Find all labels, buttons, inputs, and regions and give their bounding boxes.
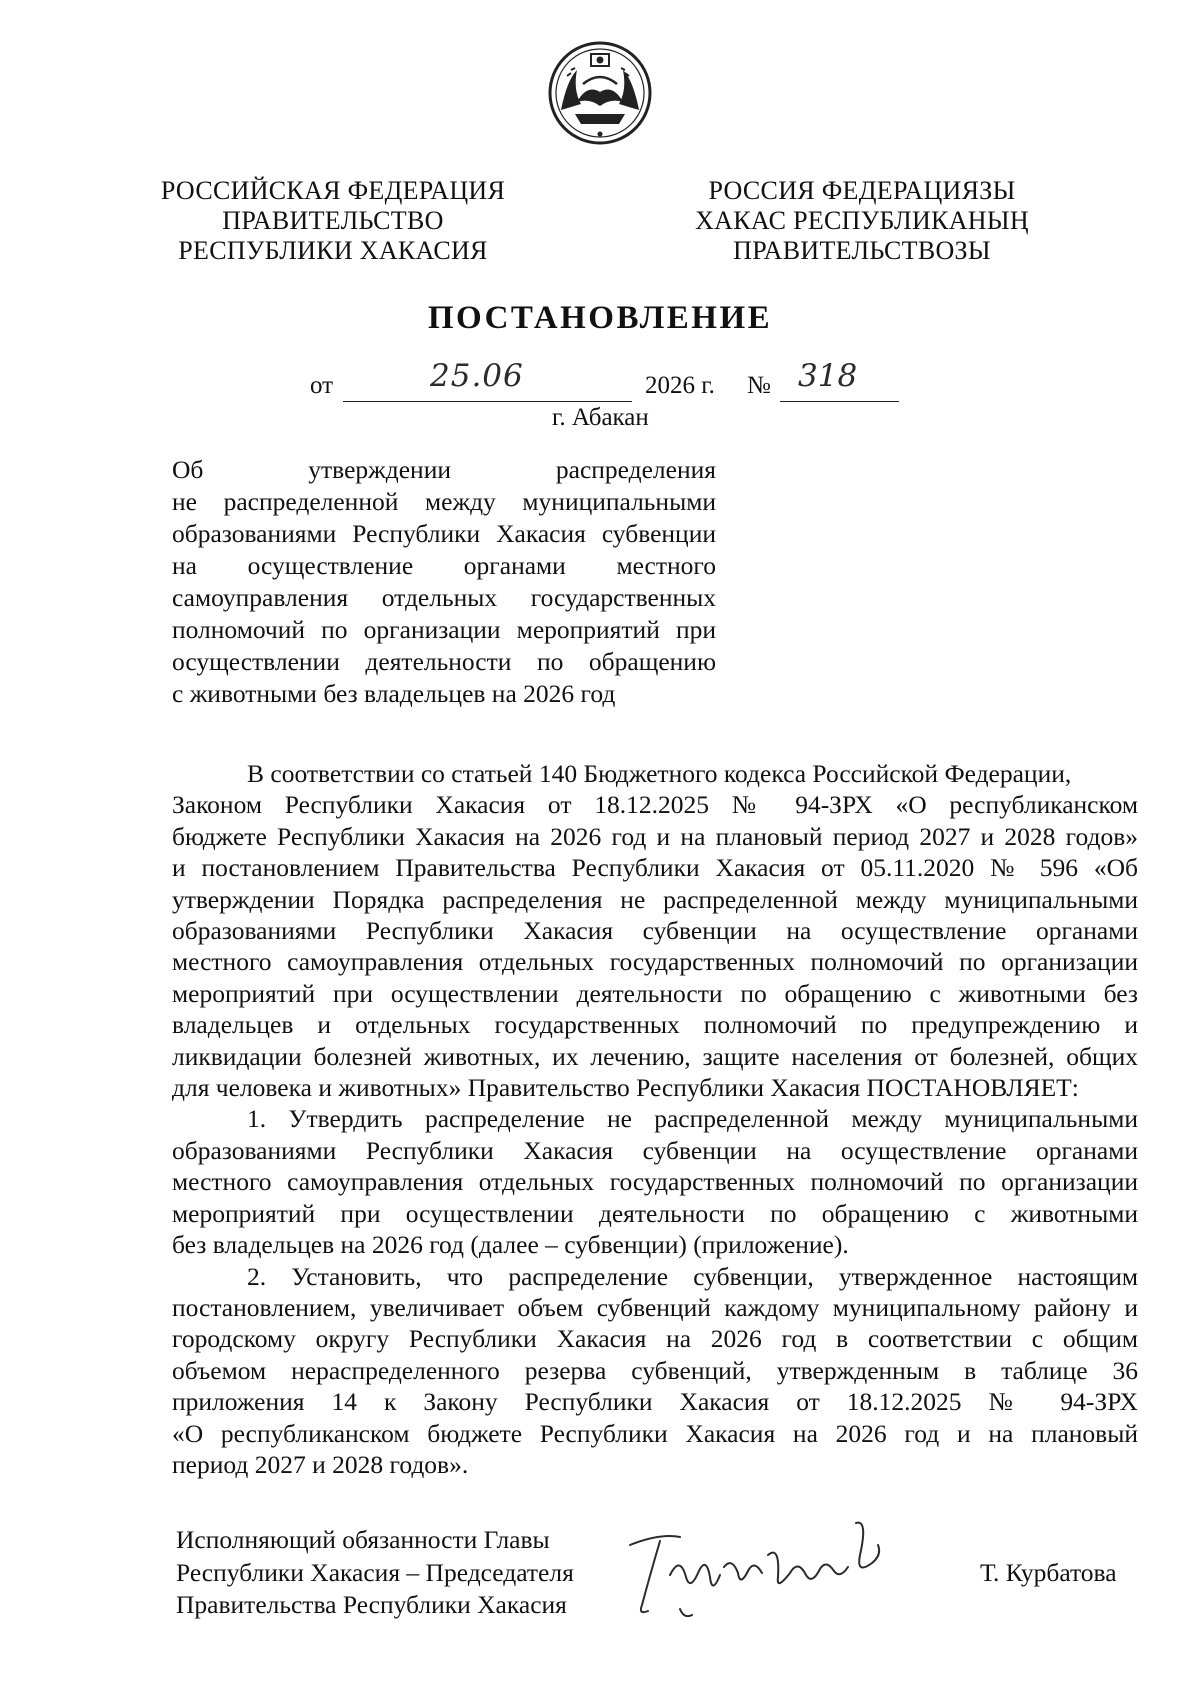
position-line: Республики Хакасия – Председателя — [176, 1557, 574, 1587]
header-right-khakas — [622, 176, 1102, 266]
header-left-line: РЕСПУБЛИКИ ХАКАСИЯ — [178, 236, 488, 265]
date-prefix: от — [310, 372, 334, 399]
body-line: бюджете Республики Хакасия на 2026 год и на плановый период 2027 и 2028 годов» — [172, 821, 1138, 851]
subject-line: не распределенной между муниципальными — [172, 487, 716, 516]
body-line: образованиями Республики Хакасия субвенции на осуществление органами — [172, 1135, 1138, 1165]
number-sign: № — [747, 372, 771, 399]
subject-line: образованиями Республики Хакасия субвенции — [172, 519, 716, 548]
subject-line: самоуправления отдельных государственных — [172, 583, 716, 612]
body-line: местного самоуправления отдельных государственных полномочий по организации — [172, 947, 1138, 977]
body-line: без владельцев на 2026 год (далее – субвенции) (приложение). — [172, 1230, 849, 1260]
signatory-position — [176, 1524, 574, 1622]
body-line: В соответствии со статьей 140 Бюджетного кодекса Российской Федерации, — [247, 759, 1072, 788]
body-line: местного самоуправления отдельных государственных полномочий по организации — [172, 1167, 1138, 1197]
subject-line: с животными без владельцев на 2026 год — [172, 679, 616, 708]
document-title: ПОСТАНОВЛЕНИЕ — [427, 300, 773, 336]
subject-line: Об утверждении распределения — [172, 455, 716, 484]
subject-block — [172, 454, 716, 710]
date-underline — [343, 401, 632, 402]
subject-line: осуществлении деятельности по обращению — [172, 647, 716, 676]
position-line: Исполняющий обязанности Главы — [176, 1525, 550, 1554]
number-underline — [780, 401, 899, 402]
body-line: и постановлением Правительства Республики Хакасия от 05.11.2020 № 596 «Об — [172, 853, 1138, 883]
coat-of-arms-emblem — [547, 40, 653, 146]
body-line: городскому округу Республики Хакасия на 2026 год в соответствии с общим — [172, 1324, 1138, 1354]
header-left-russian — [93, 176, 573, 266]
body-line: 2. Установить, что распределение субвенции, утвержденное настоящим — [247, 1261, 1138, 1291]
body-line: образованиями Республики Хакасия субвенции на осуществление органами — [172, 916, 1138, 946]
body-line: ликвидации болезней животных, их лечению, защите населения от болезней, общих — [172, 1041, 1138, 1071]
body-line: для человека и животных» Правительство Республики Хакасия ПОСТАНОВЛЯЕТ: — [172, 1073, 1079, 1103]
body-line: владельцев и отдельных государственных полномочий по предупреждению и — [172, 1010, 1138, 1040]
body-line: 1. Утвердить распределение не распределенной между муниципальными — [247, 1104, 1138, 1134]
paragraph-preamble — [172, 758, 1138, 1103]
paragraph-item-1 — [172, 1103, 1138, 1260]
header-right-line: ХАКАС РЕСПУБЛИКАНЫҢ — [695, 206, 1029, 235]
body-line: объемом нераспределенного резерва субвенций, утвержденным в таблице 36 — [172, 1355, 1138, 1385]
body-line: «О республиканском бюджете Республики Хакасия на 2026 год и на плановый — [172, 1418, 1138, 1448]
body-line: постановлением, увеличивает объем субвенций каждому муниципальному району и — [172, 1292, 1138, 1322]
handwritten-number: 318 — [798, 358, 858, 394]
body-line: Законом Республики Хакасия от 18.12.2025 № 94-ЗРХ «О республиканском — [172, 790, 1138, 820]
header-left-line: ПРАВИТЕЛЬСТВО — [222, 206, 444, 235]
paragraph-item-2 — [172, 1261, 1138, 1481]
position-line: Правительства Республики Хакасия — [176, 1590, 567, 1619]
header-left-line: РОССИЙСКАЯ ФЕДЕРАЦИЯ — [160, 176, 506, 205]
year-label: 2026 г. — [645, 372, 715, 399]
header-right-line: ПРАВИТЕЛЬСТВОЗЫ — [733, 236, 991, 265]
header-right-line: РОССИЯ ФЕДЕРАЦИЯЗЫ — [708, 176, 1016, 205]
document-body — [172, 758, 1138, 1480]
body-line: приложения 14 к Закону Республики Хакасия от 18.12.2025 № 94-ЗРХ — [172, 1387, 1138, 1417]
body-line: мероприятий при осуществлении деятельности по обращению с животными — [172, 1198, 1138, 1228]
body-line: мероприятий при осуществлении деятельности по обращению с животными без — [172, 978, 1138, 1008]
subject-line: на осуществление органами местного — [172, 551, 716, 580]
handwritten-date: 25.06 — [430, 358, 524, 394]
handwritten-signature — [620, 1515, 910, 1625]
subject-line: полномочий по организации мероприятий при — [172, 615, 716, 644]
body-line: утверждении Порядка распределения не распределенной между муниципальными — [172, 884, 1138, 914]
signatory-name: Т. Курбатова — [980, 1558, 1117, 1587]
city-label: г. Абакан — [552, 404, 649, 431]
body-line: период 2027 и 2028 годов». — [172, 1449, 469, 1479]
